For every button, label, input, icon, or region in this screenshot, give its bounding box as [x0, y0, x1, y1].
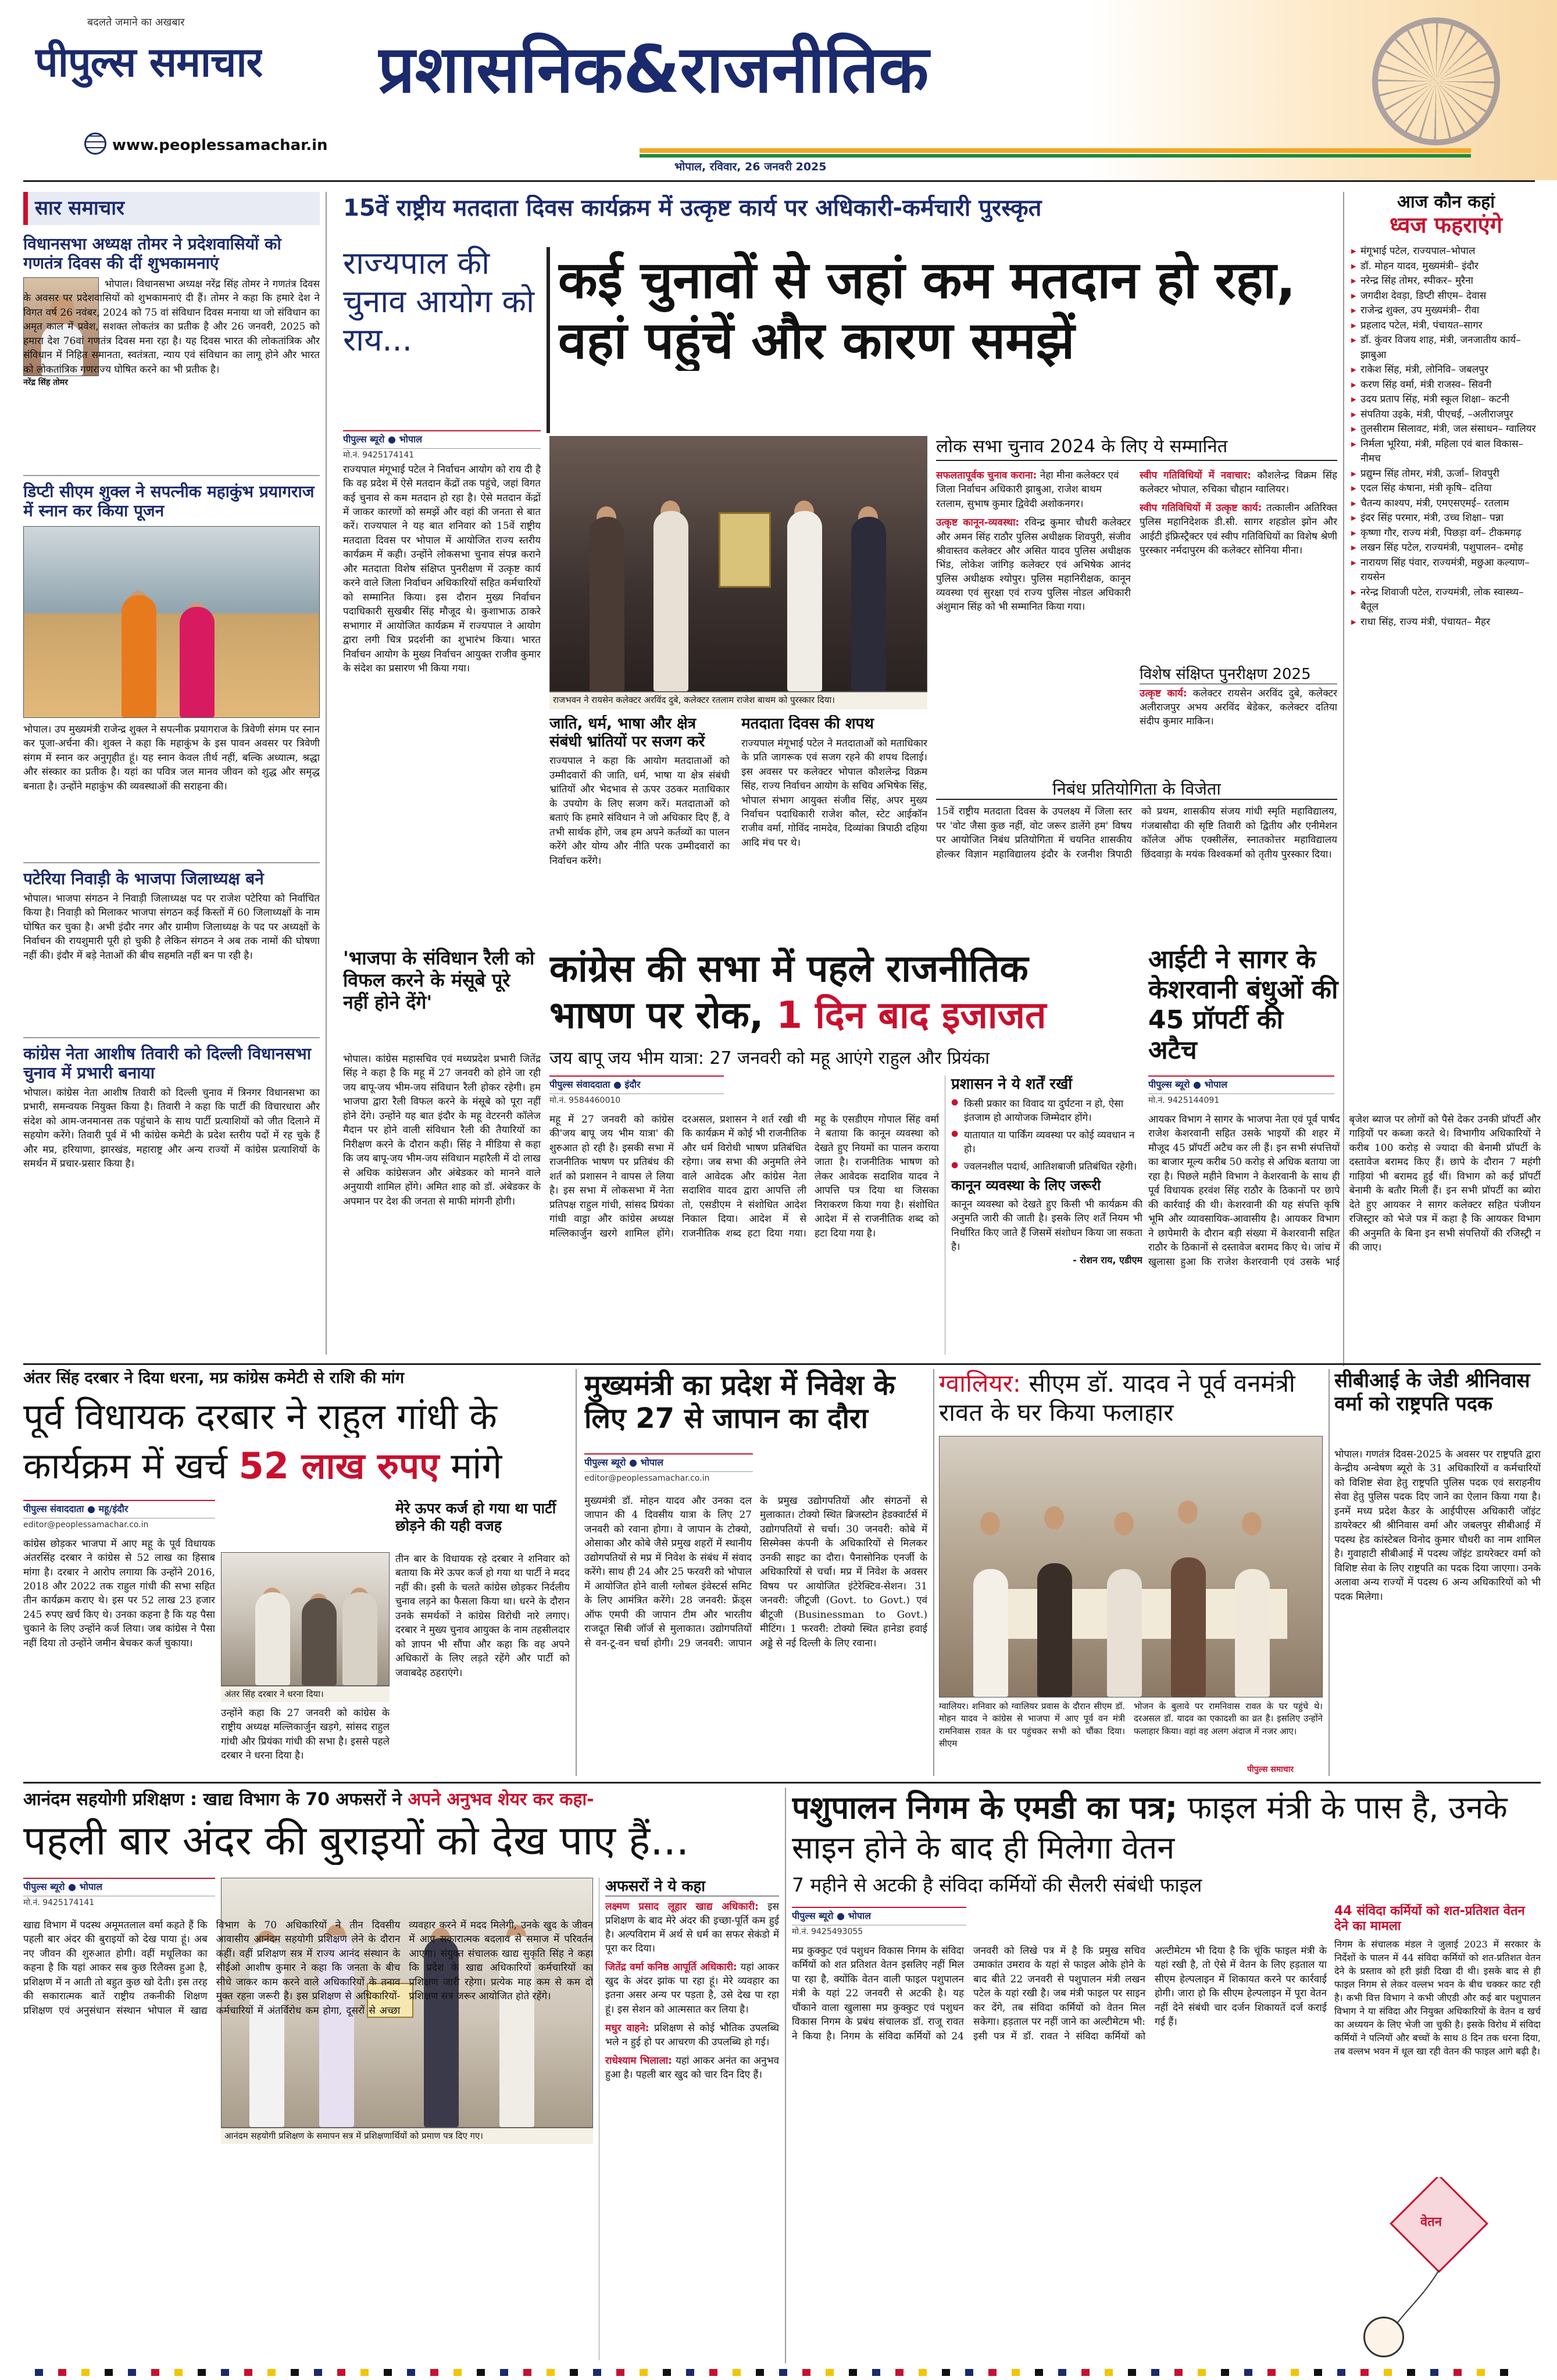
award-label: स्वीप गतिविधियों में उत्कृष्ट कार्य: — [1140, 502, 1262, 514]
cartoon-man-icon — [1363, 2317, 1404, 2357]
srr-label: उत्कृष्ट कार्य: — [1140, 687, 1187, 699]
dateline: भोपाल, रविवार, 26 जनवरी 2025 — [674, 160, 827, 173]
animal-headline — [792, 1788, 1542, 1868]
quote-name: लक्ष्मण प्रसाद लूहार खाद्य अधिकारी: — [605, 1900, 759, 1913]
darbar-body: कांग्रेस छोड़कर भाजपा में आए महू के पूर्व विधायक अंतरसिंह दरबार ने कांग्रेस से 52 लाख का हिसाब मांगा है। दरबार ने आरोप लगाया कि उन्होंने 2016, 2018 और 2022 तक राहुल गांधी की सभा सहित तीन कार्यक्रम कराए थे। इस पर 52 लाख 23 हजार 245 रुपए खर्च किए थे। उनका कहना है कि यह पैसा चुकाने के लिए उन्होंने कर्ज लिया। जब कांग्रेस ने पैसा नहीं दिया तो उन्होंने जमीन बेचकर कर्ज चुकाया। — [23, 1538, 215, 1649]
paper-logo: पीपुल्स समाचार — [35, 38, 263, 86]
darbar-photo-caption: अंतर सिंह दरबार ने धरना दिया। — [221, 1686, 390, 1702]
quote-item — [605, 2054, 779, 2082]
award-plaque — [719, 512, 771, 588]
award-text: तत्कालीन अतिरिक्त पुलिस महानिदेशक डी.सी. सागर शहडोल झोन और आईटी इंफ्रिस्ट्रैक्टर एवं स्वीप गतिविधियों का विशेष श्रेणी पुरस्कार नर्मदापुरम की कलेक्टर सोनिया मीना। — [1140, 502, 1337, 556]
left-column-divider — [326, 192, 327, 1355]
essay-body: 15वें राष्ट्रीय मतदाता दिवस के उपलक्ष्य में जिला स्तर पर 'वोट जैसा कुछ नहीं, वोट जरूर डालेंगे हम' विषय पर आयोजित निबंध प्रतियोगिता में चयनित शासकीय होल्कर विज्ञान महाविद्यालय इंदौर के रजनीश त्रिपाठी को प्रथम, शासकीय संजय गांधी स्मृति महाविद्यालय, गंजबासौदा की सृष्टि तिवारी को द्वितीय और एनीमेशन कॉलेज ऑफ एक्सीलेंस, स्नातकोत्तर महाविद्यालय छिंदवाड़ा के मयंक विश्वकर्मा को तृतीय पुरस्कार दिया। — [936, 806, 1337, 860]
brief-4-title: कांग्रेस नेता आशीष तिवारी को दिल्ली विधानसभा चुनाव में प्रभारी बनाया — [23, 1044, 311, 1082]
award-text: कौशलेन्द्र विक्रम सिंह कलेक्टर भोपाल, रुचिका चौहान ग्वालियर। — [1140, 470, 1337, 496]
flag-title-1: आज कौन कहां — [1397, 192, 1495, 212]
award-label: सफलतापूर्वक चुनाव कराना: — [936, 470, 1037, 481]
japan-divider — [933, 1369, 934, 1776]
darbar-protest-photo — [221, 1552, 390, 1686]
quote-text: यहां आकर अनंत का अनुभव हुआ है। पहली बार खुद को चार दिन दिए हैं। — [605, 2054, 779, 2081]
flag-list-item: ▸ नरेन्द्र शिवाजी पटेल, राज्यमंत्री, लोक स्वास्थ्य– बैतूल — [1351, 585, 1541, 615]
congress-headline-2b: 1 दिन बाद इजाजत — [776, 994, 1047, 1037]
award-entry — [936, 469, 1131, 511]
lead-byline: पीपुल्स ब्यूरो ● भोपाल — [343, 430, 541, 449]
congress-mobile: मो.नं. 9584460010 — [549, 1095, 621, 1105]
it-headline: आईटी ने सागर के केशरवानी बंधुओं की 45 प्रॉपर्टी की अटैच — [1148, 945, 1338, 1065]
condition-item: ● यातायात या पार्किंग व्यवस्था पर कोई व्यवधान न हो। — [951, 1128, 1142, 1156]
tomar-photo-caption: नरेंद्र सिंह तोमर — [23, 377, 68, 387]
darbar-headline-2b: 52 लाख रुपए — [238, 1445, 440, 1487]
animal-deck: 7 महीने से अटकी है संविदा कर्मियों की सैलरी संबंधी फाइल — [792, 1874, 1202, 1896]
congress-deck-label: जय बापू जय भीम यात्रा: — [549, 1048, 704, 1069]
flag-list-item: ▸ प्रद्युम्न सिंह तोमर, मंत्री, ऊर्जा– शिवपुरी — [1351, 467, 1541, 482]
flag-list-item: ▸ तुलसीराम सिलावट, मंत्री, जल संसाधन– ग्वालियर — [1351, 422, 1541, 437]
congress-side-head-2: कानून व्यवस्था के लिए जरूरी — [951, 1177, 1101, 1194]
anand-byline: पीपुल्स ब्यूरो ● भोपाल — [23, 1878, 215, 1896]
darbar-byline: पीपुल्स संवाददाता ● महू/इंदौर — [23, 1500, 215, 1518]
lead-mobile: मो.नं. 9425174141 — [343, 450, 415, 460]
quote-item — [605, 1900, 779, 1956]
animal-byline: पीपुल्स ब्यूरो ● भोपाल — [792, 1907, 966, 1925]
award-label: स्वीप गतिविधियों में नवाचार: — [1140, 470, 1251, 481]
brief-3-title: पटेरिया निवाड़ी के भाजपा जिलाध्यक्ष बने — [23, 869, 264, 888]
left-column-header: सार समाचार — [23, 192, 320, 225]
flag-list-item: ▸ एदल सिंह कंषाना, मंत्री कृषि– दतिया — [1351, 481, 1541, 496]
award-entry — [1140, 501, 1337, 558]
congress-body-block — [549, 1075, 939, 1355]
anand-kicker-a: आनंदम सहयोगी प्रशिक्षण : खाद्य विभाग के 70 अफसरों ने — [23, 1789, 402, 1810]
anand-sidebar — [599, 1878, 779, 2360]
congress-side-head: प्रशासन ने ये शर्तें रखीं — [951, 1075, 1073, 1093]
masthead-rule — [23, 180, 1535, 182]
gwalior-caption-1: ग्वालियर। शनिवार को ग्वालियर प्रवास के दौरान सीएम डॉ. मोहन यादव ने कांग्रेस से भाजपा में आए पूर्व वन मंत्री रामनिवास रावत के घर पहुंचकर सभी को चौंका दिया। सीएम — [939, 1701, 1125, 1749]
award-text: नेहा मीना कलेक्टर एवं जिला निर्वाचन अधिकारी झाबुआ, राजेश बाथम रतलाम, सुभाष कुमार द्विवेदी अशोकनगर। — [936, 470, 1119, 510]
lead-body-block — [343, 430, 541, 942]
gwalior-headline-text: सीएम डॉ. यादव ने पूर्व वनमंत्री रावत के घर किया फलाहार — [939, 1369, 1295, 1427]
srr-head: विशेष संक्षिप्त पुनरीक्षण 2025 — [1140, 666, 1337, 684]
brief-1 — [23, 277, 320, 469]
anand-mobile: मो.नं. 9425174141 — [23, 1897, 95, 1907]
it-body-block — [1148, 1075, 1541, 1355]
essay-box — [936, 779, 1337, 945]
congress-sidebar — [945, 1075, 1142, 1355]
lead-sub2 — [741, 715, 927, 942]
quote-item — [605, 1960, 779, 2017]
srr-text: कलेक्टर रायसेन अरविंद दुबे, कलेक्टर अलीराजपुर अभय अरविंद बेडेकर, कलेक्टर दतिया संदीप कुमार माकिन। — [1140, 687, 1337, 727]
animal-headline-a: पशुपालन निगम के एमडी का पत्र; — [792, 1789, 1178, 1826]
japan-headline: मुख्यमंत्री का प्रदेश में निवेश के लिए 27 से जापान का दौरा — [584, 1369, 895, 1435]
congress-byline: पीपुल्स संवाददाता ● इंदौर — [549, 1075, 724, 1094]
flag-list-item: ▸ राकेश सिंह, मंत्री, लोनिवि– जबलपुर — [1351, 363, 1541, 378]
quote-name: जितेंद्र वर्मा कनिष्ठ आपूर्ति अधिकारी: — [605, 1961, 737, 1974]
website-url[interactable]: www.peoplessamachar.in — [112, 137, 328, 154]
darbar-kicker: अंतर सिंह दरबार ने दिया धरना, मप्र कांग्रेस कमेटी से राशि की मांग — [23, 1369, 405, 1387]
darbar-headline-2c: मांगे — [451, 1445, 502, 1487]
lead-sub2-head: मतदाता दिवस की शपथ — [741, 715, 874, 732]
gwalior-headline — [939, 1369, 1323, 1427]
anand-divider — [785, 1788, 786, 2363]
darbar-sub-head: मेरे ऊपर कर्ज हो गया था पार्टी छोड़ने की यही वजह — [395, 1500, 556, 1534]
animal-body-block — [792, 1907, 1327, 2360]
quote-text: इस प्रशिक्षण के बाद मेरे अंदर की इच्छा-पूर्ति कम हुई है। अल्पविराम में अर्थ से धर्म का सफर सेकंडो में पूरा कर दिया। — [605, 1900, 779, 1955]
flag-list-item: ▸ करण सिंह वर्मा, मंत्री राजस्व– सिवनी — [1351, 378, 1541, 393]
gwalior-photo — [939, 1436, 1323, 1698]
flag-list-item: ▸ राधा सिंह, राज्य मंत्री, पंचायत– मैहर — [1351, 615, 1541, 630]
srr-block — [1140, 666, 1337, 770]
row-rule-1 — [23, 1363, 1541, 1365]
quote-text: यहां आकर खुद के अंदर झांक पा रहा हूं। मेरे व्यवहार का इतना असर अन्य पर पड़ता है, उसे देख पा रहा हूं। इस सेशन को आत्मसात कर लिया है। — [605, 1961, 779, 2016]
lead-kicker: राज्यपाल की चुनाव आयोग को राय... — [343, 245, 534, 358]
award-text: रविन्द्र कुमार चौधरी कलेक्टर और अमन सिंह राठौर पुलिस अधीक्षक शिवपुरी, संजीव श्रीवास्तव कलेक्टर और असित यादव पुलिस अधीक्षक भिंड, लोकेश जांगिड़ कलेक्टर एवं अभिषेक आनंद पुलिस अधीक्षक श्योपुर। पुलिस महानिरीक्षक, कानून व्यवस्था एवं सुरक्षा एवं राज्य पुलिस नोडल अधिकारी अंशुमान सिंह को भी सम्मानित किया गया। — [936, 517, 1131, 613]
congress-headline-1: कांग्रेस की सभा में पहले राजनीतिक — [549, 948, 1029, 991]
it-body: आयकर विभाग ने सागर के भाजपा नेता एवं पूर्व पार्षद राजेश केशरवानी सहित उसके भाइयों की शहर में मौजूद 45 प्रॉपर्टी अटैच कर ली हैं। इन सभी संपत्तियों का बाजार मूल्य करीब 50 करोड़ से अधिक बताया जा रहा है। पिछले महीने विभाग ने केशरवानी के साथ ही पूर्व विधायक हरवंश सिंह राठौर के ठिकानों पर छापे की कार्रवाई की थी। केशरवानी की यह संपत्ति कृषि भूमि और व्यावसायिक-आवासीय है। आयकर विभाग ने छापेमारी के दौरान बड़ी संख्या में केशरवानी सहित राठौर के ठिकानों से दस्तावेज बरामद किए थे। जांच में खुलासा हुआ कि राजेश केशरवानी एवं उसके भाई बृजेश ब्याज पर लोगों को पैसे देकर उनकी प्रॉपर्टी और गाड़ियों पर कब्जा करते थे। विभागीय अधिकारियों ने करीब 100 करोड़ से ज्यादा की बेनामी प्रॉपर्टी के दस्तावेज बरामद किए हैं। छापे के दौरान 7 महंगी गाड़ियां भी बरामद हुई थीं। विभाग को कई प्रॉपर्टी बेनामी के बतौर मिली हैं। इन सभी प्रॉपर्टी का ब्योरा देते हुए आयकर ने सागर कलेक्टर सहित पंजीयन रजिस्ट्रार को भेजे पत्र में कहा है कि आयकर विभाग की अनुमति के बिना इन सभी संपत्तियों की रजिस्ट्री न की जाए। — [1148, 1114, 1541, 1268]
section-title — [378, 23, 1134, 128]
essay-head: निबंध प्रतियोगिता के विजेता — [936, 779, 1337, 800]
award-label: उत्कृष्ट कानून-व्यवस्था: — [936, 517, 1020, 529]
flag-list-item: ▸ राजेन्द्र शुक्ल, उप मुख्यमंत्री– रीवा — [1351, 303, 1541, 319]
congress-side-body: कानून व्यवस्था को देखते हुए किसी भी कार्यक्रम की अनुमति जारी की जाती है। इसके लिए शर्तें नियम भी निर्धारित किए जाते हैं जिसमें संशोधन किया जा सकता है। — [951, 1198, 1142, 1253]
quote-text: प्रशिक्षण से कोई भौतिक उपलब्धि भले न हुई हो पर आचरण की उपलब्धि हो गई। — [605, 2022, 779, 2048]
lead-body: राज्यपाल मंगूभाई पटेल ने निर्वाचन आयोग को राय दी है कि वह प्रदेश में ऐसे मतदान केंद्रों तक पहुंचे, जहां विगत कई चुनाव से कम मतदान हो रहा है। ऐसे मतदान केंद्रों में जाकर कारणों को समझें और वहां की जनता से बात करें। राज्यपाल ने यह बात शनिवार को 15वें राष्ट्रीय मतदाता दिवस पर भोपाल में आयोजित राज्य स्तरीय कार्यक्रम में कही। उन्होंने लोकसभा चुनाव संपन्न कराने और मतदाता विशेष संक्षिप्त पुनरीक्षण में उत्कृष्ट कार्य करने वाले जिला निर्वाचन अधिकारियों सहित कर्मचारियों को सम्मानित किया। इस दौरान मुख्य निर्वाचन पदाधिकारी सुखबीर सिंह मौजूद थे। कुशाभाऊ ठाकरे सभागार में आयोजित कार्यक्रम में राज्यपाल ने आयोग द्वारा लगी चित्र प्रदर्शनी का शुभारंभ किया। भारत निर्वाचन आयोग के मुख्य निर्वाचन आयुक्त राजीव कुमार के संदेश का प्रसारण भी किया गया। — [343, 463, 541, 675]
quote-name: मधुर वाहने: — [605, 2022, 649, 2034]
awards-title: लोक सभा चुनाव 2024 के लिए ये सम्मानित — [936, 436, 1337, 461]
flag-list-item: ▸ निर्मला भूरिया, मंत्री, महिला एवं बाल विकास–नीमच — [1351, 437, 1541, 467]
gwalior-captions — [939, 1700, 1323, 1779]
animal-box-head: 44 संविदा कर्मियों को शत-प्रतिशत वेतन देने का मामला — [1334, 1904, 1525, 1934]
tricolor-strip-green — [640, 154, 1471, 158]
congress-deck — [549, 1046, 1131, 1071]
lead-sub1-head: जाति, धर्म, भाषा और क्षेत्र संबंधी भ्रांतियों पर सजग करें — [549, 715, 705, 751]
tagline: बदलते जमाने का अखबार — [87, 16, 185, 28]
left-column — [23, 192, 320, 1355]
darbar-sub-body-2: उन्होंने कहा कि 27 जनवरी को कांग्रेस के राष्ट्रीय अध्यक्ष मल्लिकार्जुन खड़गे, सांसद राहुल गांधी और प्रियंका गांधी की सभा है। इससे पहले दरबार ने धरना दिया है। — [221, 1707, 390, 1762]
brief-1-body: भोपाल। विधानसभा अध्यक्ष नरेंद्र सिंह तोमर ने गणतंत्र दिवस के अवसर पर प्रदेशवासियों को शुभकामनाएं दी हैं। तोमर ने कहा कि हमारे देश ने विगत वर्ष 26 नवंबर, 2024 को 75 वां संविधान दिवस मनाया था जो संविधान का अमृत काल में प्रवेश, सशक्त लोकतंत्र का प्रतीक है और 26 जनवरी, 2025 को हमारा देश 76वां गणतंत्र दिवस मना रहा है। यह दिवस भारत की लोकतांत्रिक और संविधान में निहित समानता, स्वतंत्रता, न्याय एवं संविधान का लागू होने और भारत को लोकतांत्रिक गणराज्य घोषित करने का भी प्रतीक है। — [23, 278, 320, 376]
brief-1-title: विधानसभा अध्यक्ष तोमर ने प्रदेशवासियों को गणतंत्र दिवस की दीं शुभकामनाएं — [23, 234, 281, 273]
darbar-headline-2a: कार्यक्रम में खर्च — [23, 1445, 227, 1487]
kite-label: वेतन — [1420, 2215, 1442, 2229]
brief-3-body: भोपाल। भाजपा संगठन ने निवाड़ी जिलाध्यक्ष पद पर राजेश पटेरिया को निर्वाचित किया है। निवाड़ी को मिलाकर भाजपा संगठन कई किस्तों में 60 जिलाध्यक्षों के नाम घोषित कर चुका है। अभी इंदौर नगर और ग्रामीण जिलाध्यक्ष के पद पर अध्यक्षों के निर्वाचन की रायशुमारी पूरी हो चुकी है लेकिन संगठन ने अब तक नामों की घोषणा नहीं की। इंदौर में बड़े नेताओं की बीच सहमति नहीं बन पा रही है। — [23, 892, 320, 962]
gwalior-caption-2: भोजन के बुलावे पर रामनिवास रावत के घर पहुंचे थे। दरअसल डॉ. यादव का एकादशी का व्रत है। इसलिए उन्होंने फलाहार किया। वहां वह अलग अंदाज में नजर आए। — [1134, 1701, 1323, 1736]
anand-side-head: अफसरों ने ये कहा — [605, 1878, 779, 1896]
it-byline: पीपुल्स ब्यूरो ● भोपाल — [1148, 1075, 1334, 1094]
lead-photo-caption: राजभवन ने रायसेन कलेक्टर अरविंद दुबे, कलेक्टर रतलाम राजेश बाथम को पुरस्कार दिया। — [549, 692, 927, 709]
lead-award-photo — [549, 436, 927, 692]
animal-mobile: मो.नं. 9425493055 — [792, 1927, 863, 1936]
darbar-divider — [576, 1369, 577, 1776]
flag-list-item: ▸ इंदर सिंह परमार, मंत्री, उच्च शिक्षा– पन्ना — [1351, 511, 1541, 526]
flag-list-item: ▸ नरेन्द्र सिंह तोमर, स्पीकर– मुरैना — [1351, 274, 1541, 289]
tricolor-strip-saffron — [640, 148, 1471, 153]
gwalior-headline-label: ग्वालियर: — [939, 1369, 1022, 1398]
flag-list-item: ▸ प्रहलाद पटेल, मंत्री, पंचायत–सागर — [1351, 319, 1541, 334]
awards-col2 — [1140, 469, 1337, 660]
darbar-headline-2 — [23, 1445, 570, 1487]
masthead — [0, 0, 1557, 180]
lead-sub1-body: राज्यपाल ने कहा कि आयोग मतदाताओं को उम्मीदवारों की जाति, धर्म, भाषा या क्षेत्र संबंधी भ्रांतियों और भेदभाव से ऊपर उठकर मताधिकार के उपयोग के लिए सजग करें। मतदाताओं को बताएं कि हमारे संविधान ने जो अधिकार दिए हैं, वे तभी सार्थक होंगे, जब हम अपने कर्तव्यों का पालन करेंगे और योग्य और नीति परक उम्मीदवारों का निर्वाचन करेंगे। — [549, 755, 730, 867]
flag-list-item: ▸ चैतन्य काश्यप, मंत्री, एमएसएमई– रतलाम — [1351, 496, 1541, 512]
congress-body: महू में 27 जनवरी को कांग्रेस की'जय बापू जय भीम यात्रा' की शुरुआत हो रही है। इसकी सभा में राजनीतिक भाषण पर प्रतिबंध की शर्त को प्रशासन ने वापस ले लिया है। इस सभा में लोकसभा में नेता प्रतिपक्ष राहुल गांधी, सांसद प्रियंका गांधी वाड्रा और कांग्रेस अध्यक्ष मल्लिकार्जुन खरगे शामिल होंगे। दरअसल, प्रशासन ने शर्त रखी थी कि कार्यक्रम में कोई भी राजनीतिक और धर्म विरोधी भाषण प्रतिबंधित रहेगा। जब सभा की अनुमति लेने वाले आवेदक और कांग्रेस नेता सदाशिव यादव द्वारा आपत्ति ली तो, एसडीएम ने संशोधित आदेश निकाल दिया। आदेश में से राजनीतिक शब्द हटा दिया गया। महू के एसडीएम गोपाल सिंह वर्मा ने बताया कि कानून व्यवस्था को देखते हुए नियमों का पालन कराया जाता है। राजनीतिक भाषण को लेकर आवेदक सदाशिव यादव ने आपत्ति पत्र दिया था जिसका निराकरण किया गया है। संशोधित आदेश में से राजनीतिक शब्द को हटा दिया गया है। — [549, 1114, 939, 1239]
animal-box — [1334, 1904, 1541, 2363]
congress-headline-2 — [549, 994, 1131, 1038]
section-title-text: प्रशासनिक&राजनीतिक — [378, 32, 929, 108]
flag-list-item: ▸ मंगूभाई पटेल, राज्यपाल–भोपाल — [1351, 244, 1541, 259]
anand-kicker-b: अपने अनुभव शेयर कर कहा- — [408, 1789, 594, 1810]
japan-email[interactable]: editor@peoplessamachar.co.in — [584, 1473, 710, 1483]
quotes-list — [605, 1900, 779, 2082]
kumbh-photo — [23, 526, 320, 718]
award-entry — [1140, 469, 1337, 496]
congress-headline-2a: भाषण पर रोक, — [549, 994, 764, 1037]
brief-4-body: भोपाल। कांग्रेस नेता आशीष तिवारी को दिल्ली चुनाव में त्रिनगर विधानसभा का प्रभारी, समन्वयक नियुक्त किया है। तिवारी ने कहा कि पार्टी की विचारधारा और संदेश को आम-जनमानस तक पहुंचाने के साथ पार्टी प्रत्याशियों को जीत दिलाने में सहयोग करेंगे। तिवारी पूर्व में भी कांग्रेस कमेटी के प्रदेश स्तरीय पदों में रह चुके हैं और मप्र, हरियाणा, झारखंड, महाराष्ट्र और अन्य राज्यों में कांग्रेस प्रत्याशियों के समर्थन में प्रचार-प्रसार किया है। — [23, 1087, 320, 1170]
flag-list-item: ▸ डॉ. कुंवर विजय शाह, मंत्री, जनजातीय कार्य– झाबुआ — [1351, 333, 1541, 363]
lead-kicker-divider — [547, 247, 550, 433]
japan-body-block — [584, 1453, 927, 1779]
darbar-email[interactable]: editor@peoplessamachar.co.in — [23, 1520, 149, 1530]
condition-item: ● किसी प्रकार का विवाद या दुर्घटना न हो, ऐसा इंतजाम हो आयोजक जिम्मेदार होंगे। — [951, 1097, 1142, 1125]
flag-list-item: ▸ उदय प्रताप सिंह, मंत्री स्कूल शिक्षा– कटनी — [1351, 392, 1541, 408]
cartoon — [1334, 2177, 1541, 2363]
condition-item: ● ज्वलनशील पदार्थ, आतिशबाजी प्रतिबंधित रहेगी। — [951, 1160, 1142, 1174]
anand-body: खाद्य विभाग में पदस्थ अमूमतलाल वर्मा कहते हैं कि पहली बार अंदर की बुराइयों को देख पाया हूं। अब नए जीवन की शुरुआत होगी। वहीं मधूलिका का कहना है कि यहां आकर सब कुछ रिलैक्स हुआ है, प्रशिक्षण में न आती तो बहुत कुछ खो देती। इस तरह की सकारात्मक बातें राष्ट्रीय तकनीकी शिक्षण प्रशिक्षण एवं अनुसंधान संस्थान भोपाल में खाद्य विभाग के 70 अधिकारियों ने तीन दिवसीय आवासीय आनंदम सहयोगी प्रशिक्षण लेने के दौरान कहीं। वहीं प्रशिक्षण सत्र में राज्य आनंद संस्थान के सीईओ आशीष कुमार ने कहा कि जनता के बीच सीधे जाकर काम करने वाले अधिकारियों के तनाव मुक्त रहना जरूरी है। इस प्रशिक्षण से अधिकारियों-कर्मचारियों में अंतर्विरोध कम होगा, दूसरों से अच्छा व्यवहार करने में मदद मिलेगी, उनके खुद के जीवन में आए सकारात्मक बदलाव से समाज में परिवर्तन आएगा। संयुक्त संचालक खाद्य सुकृति सिंह ने कहा कि प्रदेश के खाद्य अधिकारियों कर्मचारियों का प्रशिक्षण जारी रहेगा। प्रत्येक माह कम से कम दो प्रशिक्षण सत्र जरूर आयोजित होते रहेंगे। — [23, 1920, 593, 2017]
brief-2-body: भोपाल। उप मुख्यमंत्री राजेन्द्र शुक्ल ने सपत्नीक प्रयागराज के त्रिवेणी संगम पर स्नान कर पूजा-अर्चना की। शुक्ल ने कहा कि महाकुंभ के इस पावन अवसर पर त्रिवेणी संगम में स्नान कर अनुगृहीत हूं। यह स्नान केवल तीर्थ नहीं, बल्कि अध्यात्म, श्रद्धा और संस्कार का प्रतीक है। यहां का पवित्र जल मानव जीवन को शुद्ध और समृद्ध बनाता है। उन्होंने महाकुंभ की व्यवस्थाओं की सराहना की। — [23, 723, 320, 792]
flag-list-item: ▸ कृष्णा गौर, राज्य मंत्री, पिछड़ा वर्ग– टीकमगढ़ — [1351, 526, 1541, 541]
animal-body: मप्र कुक्कुट एवं पशुधन विकास निगम के संविदा कर्मियों को शत प्रतिशत वेतन इसलिए नहीं मिल पा रहा है, क्योंकि वेतन वाली फाइल पशुपालन मंत्री के यहां 22 जनवरी से अटकी है। यह चौंकाने वाला खुलासा मप्र कुक्कुट एवं पशुधन विकास निगम के प्रबंध संचालक डॉ. राजू रावत ने किया है। निगम के संविदा कर्मियों को 24 जनवरी को लिखे पत्र में है कि प्रमुख सचिव उमाकांत उमराव के यहां से फाइल ओके होने के बाद बीते 22 जनवरी से पशुपालन मंत्री लखन पटेल के यहां रखी है। जब मंत्री फाइल पर साइन कर देंगे, तब संविदा कर्मियों को वेतन मिल सकेगा। हड़ताल पर नहीं जाने का अल्टीमेटम भी: इसी पत्र में डॉ. रावत ने संविदा कर्मियों को अल्टीमेटम भी दिया है कि चूंकि फाइल मंत्री के यहां रखी है, तो ऐसे में वेतन के लिए हड़ताल या सीएम हेल्पलाइन में शिकायत करने पर कार्रवाई होगी। जारा हो कि सीएम हेल्पलाइन में पूरा वेतन नहीं देने संबंधी चार दर्जन शिकायतें दर्ज कराई गई हैं। — [792, 1945, 1327, 2042]
it-mobile: मो.नं. 9425144091 — [1148, 1095, 1220, 1105]
lead-headline: कई चुनावों से जहां कम मतदान हो रहा, वहां पहुंचें और कारण समझें — [558, 250, 1296, 370]
row-rule-2 — [23, 1782, 1541, 1784]
flag-list-item: ▸ नारायण सिंह पंवार, राज्यमंत्री, मछुआ कल्याण– रायसेन — [1351, 556, 1541, 585]
footer-dot-strip — [35, 2369, 1523, 2376]
darbar-body-block — [23, 1500, 215, 1773]
globe-icon — [84, 133, 106, 155]
lead-sub1 — [549, 715, 730, 942]
awards-box — [936, 436, 1337, 773]
cbi-headline: सीबीआई के जेडी श्रीनिवास वर्मा को राष्ट्रपति पदक — [1334, 1369, 1530, 1416]
anand-photo-caption: आनंदम सहयोगी प्रशिक्षण के समापन सत्र में प्रशिक्षणार्थियों को प्रमाण पत्र दिए गए। — [221, 2128, 593, 2144]
anand-kicker — [23, 1789, 779, 1810]
congress-deck-text: 27 जनवरी को महू आएंगे राहुल और प्रियंका — [709, 1048, 990, 1069]
cbi-body: भोपाल। गणतंत्र दिवस-2025 के अवसर पर राष्ट्रपति द्वारा केन्द्रीय अन्वेषण ब्यूरो के 31 अधिकारियों व कर्मचारियों को विशिष्ट सेवा हेतु राष्ट्रपति पुलिस पदक एवं सराहनीय सेवा हेतु पुलिस पदक दिए जाने का ऐलान किया गया है। इनमें मध्य प्रदेश कैडर के आईपीएस अधिकारी जॉइंट डायरेक्टर श्री श्रीनिवास वर्मा और जबलपुर सीबीआई में पदस्थ हेड कांस्टेबल विनोद कुमार चौधरी का नाम शामिल है। गुवाहाटी सीबीआई में पदस्थ जॉइंट डायरेक्टर वर्मा को विशिष्ट सेवा के लिए राष्ट्रपति का पदक दिया जाएगा। उनके अलावा अन्य राज्यों में पदस्थ 6 अन्य अधिकारियों को भी पदक मिलेगा। — [1334, 1449, 1541, 1603]
flag-list-item: ▸ संपतिया उइके, मंत्री, पीएचई, –अलीराजपुर — [1351, 408, 1541, 423]
sanvidhan-body: भोपाल। कांग्रेस महासचिव एवं मध्यप्रदेश प्रभारी जितेंद्र सिंह ने कहा है कि महू में 27 जनवरी को होने जा रही जय बापू-जय भीम-जय संविधान रैली होकर रहेगी। हम भाजपा द्वारा रैली विफल करने के मंसूबे को पूरा नहीं होने देंगे। उन्होंने यह बात इंदौर के महू वेटरनरी कॉलेज मैदान पर होने वाली संविधान रैली की तैयारियों का निरीक्षण करने के दौरान कही। सिंह ने मीडिया से कहा कि जय बापू-जय भीम-जय संविधान महारैली में दो लाख से अधिक कांग्रेसजन और अंबेडकर को मानने वाले अनुयायी शामिल होंगे। अमित शाह को डॉ. अंबेडकर के अपमान पर देश की जनता से माफी मांगनी होगी। — [343, 1053, 541, 1207]
flag-list-item: ▸ जगदीश देवड़ा, डिप्टी सीएम– देवास — [1351, 289, 1541, 304]
ashok-chakra-icon — [1372, 17, 1500, 145]
awards-col1 — [936, 469, 1131, 771]
flag-list-item: ▸ लखन सिंह पटेल, राज्यमंत्री, पशुपालन– दमोह — [1351, 541, 1541, 556]
quote-name: राधेश्याम भिलाला: — [605, 2054, 672, 2067]
sanvidhan-head: 'भाजपा के संविधान रैली को विफल करने के मंसूबे पूरे नहीं होने देंगे' — [343, 948, 535, 1013]
srr-entry — [1140, 687, 1337, 728]
animal-headline-b: फाइल मंत्री के पास है, उनके साइन होने के बाद ही मिलेगा वेतन — [792, 1789, 1508, 1867]
japan-body: मुख्यमंत्री डॉ. मोहन यादव और उनका दल जापान की 4 दिवसीय यात्रा के लिए 27 जनवरी को रवाना होगा। वे जापान के टोक्यो, ओसाका और कोबे जैसे प्रमुख शहरों में स्थानीय उद्योगपतियों से मप्र में निवेश के संबंध में संवाद करेंगे। साथ ही 24 और 25 फरवरी को भोपाल में आयोजित होने वाली ग्लोबल इंवेस्टर्स समिट के लिए आमंत्रित करेंगे। 28 जनवरी: फ्रेंड्स ऑफ एमपी की जापान टीम और भारतीय राजदूत सिबी जॉर्ज से मुलाकात। उद्योगपतियों से वन-टू-वन चर्चा होगी। 29 जनवरी: जापान के प्रमुख उद्योगपतियों और संगठनों से मुलाकात। टोक्यो स्थित ब्रिजस्टोन हेडक्वार्टर्स में उद्योगपतियों से चर्चा। 30 जनवरी: कोबे में सिस्मेक्स कंपनी के अधिकारियों से मिलकर उनकी साइट का दौरा। पैनासोनिक एनर्जी के अधिकारियों से चर्चा। मप्र में निवेश के अवसर विषय पर आयोजित इंटेरेक्टिव-सेशन। 31 जनवरी: जीटूजी (Govt. to Govt.) एवं बीटूजी (Businessman to Govt.) मीटिंग। 1 फरवरी: टोक्यो स्थित हानेडा हवाई अड्डे से नई दिल्ली के लिए रवाना। — [584, 1495, 927, 1649]
conditions-list — [951, 1097, 1142, 1174]
congress-side-sign: - रोशन राय, एडीएम — [1073, 1255, 1142, 1266]
darbar-sub-body: तीन बार के विधायक रहे दरबार ने शनिवार को बताया कि मेरे ऊपर कर्ज हो गया था पार्टी ने मदद नहीं की। इसी के चलते कांग्रेस छोड़कर निर्दलीय चुनाव लड़ने का फैसला किया था। धरने के दौरान उनके समर्थकों ने कांग्रेस विरोधी नारे लगाए। दरबार ने मुख्य चुनाव आयुक्त के नाम तहसीलदार को ज्ञापन भी सौंपा और कहा कि वह अपने अधिकारों के लिए लड़ते रहेंगे और पार्टी को जवाबदेह ठहराएंगे। — [395, 1553, 570, 1679]
gwalior-divider — [1329, 1369, 1330, 1776]
quote-item — [605, 2021, 779, 2049]
lead-sub2-body: राज्यपाल मंगूभाई पटेल ने मतदाताओं को मताधिकार के प्रति जागरूक एवं सजग रहने की शपथ दिलाई। इस अवसर पर कलेक्टर भोपाल कौशलेन्द्र विक्रम सिंह, राज्य निर्वाचन आयोग के सचिव अभिषेक सिंह, भोपाल संभाग आयुक्त संजीव सिंह, अपर मुख्य निर्वाचन पदाधिकारी राजेश कौल, स्टेट आईकॉन राजीव वर्मा, गोविंद नामदेव, दिव्यांका त्रिपाठी दहिया आदि मंच पर थे। — [741, 737, 927, 849]
award-entry — [936, 516, 1131, 614]
flag-list-item: ▸ डॉ. मोहन यादव, मुख्यमंत्री– इंदौर — [1351, 259, 1541, 274]
anand-headline: पहली बार अंदर की बुराइयों को देख पाए हैं... — [23, 1817, 690, 1864]
brief-2-title: डिप्टी सीएम शुक्ल ने सपत्नीक महाकुंभ प्रयागराज में स्नान कर किया पूजन — [23, 481, 315, 520]
japan-byline: पीपुल्स ब्यूरो ● भोपाल — [584, 1453, 753, 1472]
darbar-headline-1: पूर्व विधायक दरबार ने राहुल गांधी के — [23, 1395, 497, 1438]
gwalior-credit: पीपुल्स समाचार — [1247, 1765, 1294, 1774]
animal-box-body: निगम के संचालक मंडल ने जुलाई 2023 में सरकार के निर्देशों के पालन में 44 संविदा कर्मियों को शत-प्रतिशत वेतन देने के प्रस्ताव को हरी झंडी दिखा दी थी। इसके बाद से ही फाइल निगम से लेकर वल्लभ भवन के बीच चक्कर काट रही है। कभी वित्त विभाग ने कभी जीएडी और कई बार पशुपालन विभाग ने या संविदा और नियुक्त अधिकारियों के वेतन व खर्च का अध्ययन के लिए भेजी जा चुकी है। इसके विरोध में संविदा कर्मियों ने पत्नियों और बच्चों के साथ 8 दिन तक धरना दिया, तब वल्लभ भवन में धूल खा रही वेतन की फाइल आगे बढ़ी है। — [1334, 1938, 1541, 2057]
flag-title-2: ध्वज फहराएंगे — [1389, 212, 1503, 238]
lead-top-head: 15वें राष्ट्रीय मतदाता दिवस कार्यक्रम में उत्कृष्ट कार्य पर अधिकारी-कर्मचारी पुरस्कृत — [343, 195, 1042, 221]
flag-list — [1351, 244, 1541, 630]
